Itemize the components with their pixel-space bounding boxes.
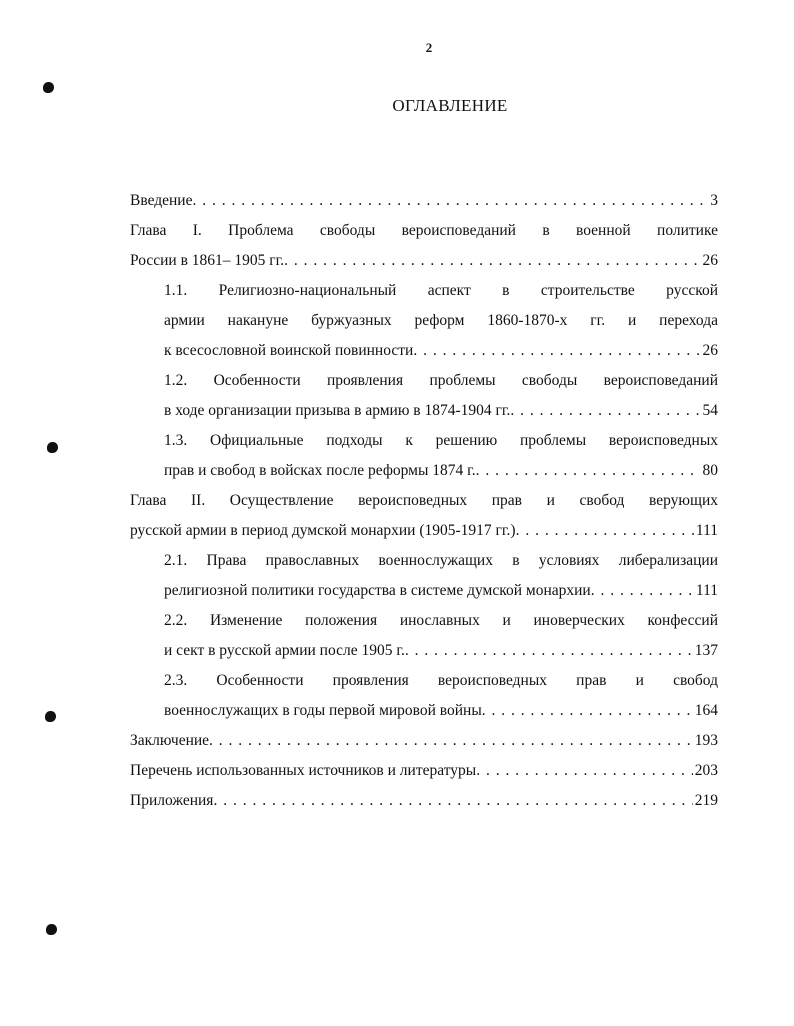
- toc-section-1-2-last-line: [164, 396, 718, 426]
- toc-entry-text: прав и свобод в войсках после реформы 1874 г.: [164, 462, 476, 479]
- toc-section-2-2-last-line: [164, 636, 718, 666]
- toc-section-2-3-last-line: [164, 696, 718, 726]
- toc-entry-intro: [130, 186, 718, 216]
- toc-entry-text: русской армии в период думской монархии (1905-1917 гг.): [130, 522, 516, 539]
- toc-entry-text: Заключение: [130, 732, 210, 749]
- dot-leader: [413, 336, 700, 366]
- toc-entry-text: Приложения: [130, 792, 214, 809]
- toc-entry-text: к всесословной воинской повинности: [164, 342, 414, 359]
- toc-chapter-2-line: Глава II. Осуществление вероисповедных прав и свобод верующих: [130, 492, 718, 509]
- toc-page-number: 80: [702, 462, 718, 479]
- dot-leader: [405, 636, 693, 666]
- toc-entry-text: Введение: [130, 192, 193, 209]
- toc-page-number: 193: [694, 732, 718, 749]
- dot-leader: [482, 696, 693, 726]
- toc-entry-text: религиозной политики государства в системе думской монархии: [164, 582, 591, 599]
- toc-entry-conclusion: [130, 726, 718, 756]
- toc-page-number: 219: [694, 792, 718, 809]
- punch-hole-mark: [46, 924, 57, 935]
- punch-hole-mark: [47, 442, 58, 453]
- toc-page-number: 164: [694, 702, 718, 719]
- toc-page-number: 3: [710, 192, 718, 209]
- page-title: ОГЛАВЛЕНИЕ: [392, 96, 508, 115]
- dot-leader: [516, 516, 694, 546]
- dot-leader: [192, 186, 708, 216]
- toc-section-2-3-line: 2.3. Особенности проявления вероисповедных прав и свобод: [164, 672, 718, 689]
- dot-leader: [476, 456, 701, 486]
- punch-hole-mark: [45, 711, 56, 722]
- toc-page-number: 54: [702, 402, 718, 419]
- toc-chapter-1-line: Глава I. Проблема свободы вероисповеданий в военной политике: [130, 222, 718, 239]
- toc-entry-text: и сект в русской армии после 1905 г.: [164, 642, 405, 659]
- dot-leader: [213, 786, 692, 816]
- toc-section-1-1-line: армии накануне буржуазных реформ 1860-1870-х гг. и перехода: [164, 312, 718, 329]
- punch-hole-mark: [43, 82, 54, 93]
- dot-leader: [284, 246, 700, 276]
- toc-entry-text: России в 1861– 1905 гг.: [130, 252, 285, 269]
- toc-page-number: 26: [702, 252, 718, 269]
- toc-entry-sources: [130, 756, 718, 786]
- toc-section-2-2-line: 2.2. Изменение положения инославных и иноверческих конфессий: [164, 612, 718, 629]
- toc-entry-appendix: [130, 786, 718, 816]
- dot-leader: [476, 756, 693, 786]
- toc-page-number: 203: [694, 762, 718, 779]
- toc-entry-text: Перечень использованных источников и литературы: [130, 762, 477, 779]
- toc-entry-text: военнослужащих в годы первой мировой войны: [164, 702, 482, 719]
- toc-section-2-1-line: 2.1. Права православных военнослужащих в условиях либерализации: [164, 552, 718, 569]
- toc-chapter-1-last-line: [130, 246, 718, 276]
- toc-page-number: 111: [695, 522, 718, 539]
- dot-leader: [591, 576, 694, 606]
- toc-section-1-3-line: 1.3. Официальные подходы к решению проблемы вероисповедных: [164, 432, 718, 449]
- toc-page-number: 26: [702, 342, 718, 359]
- toc-page-number: 137: [694, 642, 718, 659]
- toc-section-1-2-line: 1.2. Особенности проявления проблемы свободы вероисповеданий: [164, 372, 718, 389]
- dot-leader: [510, 396, 700, 426]
- toc-entry-text: в ходе организации призыва в армию в 1874-1904 гг.: [164, 402, 511, 419]
- table-of-contents: [130, 186, 718, 816]
- toc-section-1-1-line: 1.1. Религиозно-национальный аспект в строительстве русской: [164, 282, 718, 299]
- toc-chapter-2-last-line: [130, 516, 718, 546]
- toc-section-1-1-last-line: [164, 336, 718, 366]
- toc-section-1-3-last-line: [164, 456, 718, 486]
- toc-page-number: 111: [695, 582, 718, 599]
- dot-leader: [209, 726, 693, 756]
- page-number: 2: [425, 40, 433, 55]
- toc-section-2-1-last-line: [164, 576, 718, 606]
